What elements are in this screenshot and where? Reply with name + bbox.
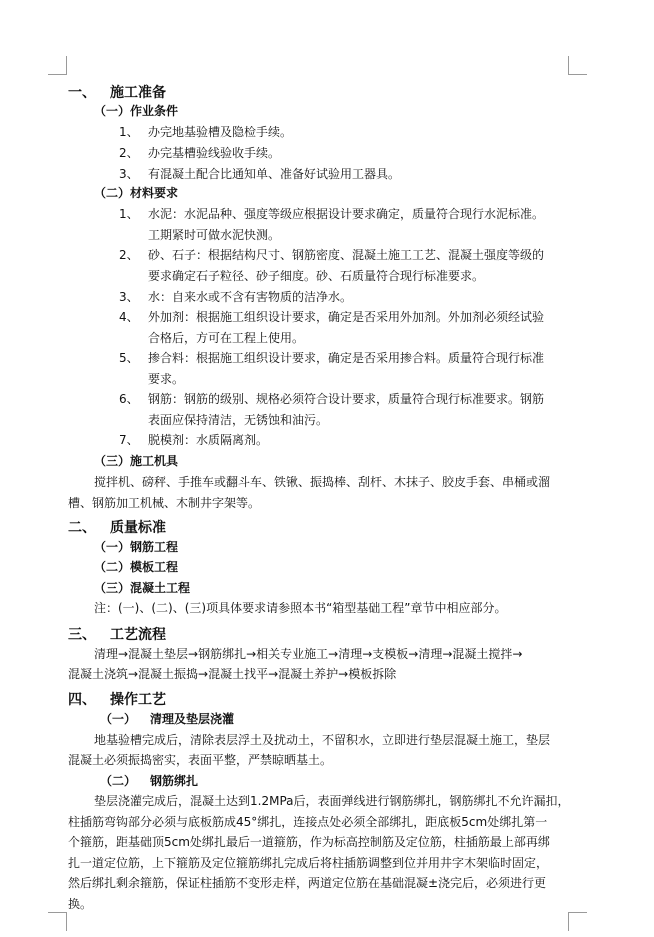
note-text: 注：(一)、(二)、(三)项具体要求请参照本书“箱型基础工程”章节中相应部分。 xyxy=(94,601,507,615)
list-item-number: 7、 xyxy=(119,433,139,447)
crop-mark-bottom-right xyxy=(568,912,587,931)
process-flow-line: 清理→混凝土垫层→钢筋绑扎→相关专业施工→清理→支模板→清理→混凝土搅拌→ xyxy=(94,647,523,661)
paragraph-line: 换。 xyxy=(68,897,93,911)
list-item xyxy=(119,123,293,140)
process-flow-line: 混凝土浇筑→混凝土振捣→混凝土找平→混凝土养护→模板拆除 xyxy=(68,667,397,681)
list-item-text: 办完地基验槽及隐检手续。 xyxy=(148,125,293,139)
list-item-number: 5、 xyxy=(119,351,139,365)
section-heading xyxy=(68,689,166,709)
list-item-continuation: 要求。 xyxy=(148,372,185,386)
section-number: 四、 xyxy=(68,692,96,708)
list-item-text: 外加剂：根据施工组织设计要求，确定是否采用外加剂。外加剂必须经试验 xyxy=(148,310,545,324)
list-item xyxy=(119,288,353,305)
list-item-text: 办完基槽验线验收手续。 xyxy=(148,146,281,160)
subsection-number: （二） xyxy=(100,774,137,788)
subsection-heading: （三）混凝土工程 xyxy=(94,581,191,595)
list-item-continuation: 表面应保持清洁，无锈蚀和油污。 xyxy=(148,413,329,427)
list-item xyxy=(119,431,269,448)
list-item-continuation: 工期紧时可做水泥快测。 xyxy=(148,228,281,242)
section-title: 操作工艺 xyxy=(110,692,166,708)
list-item-number: 1、 xyxy=(119,125,139,139)
list-item-number: 3、 xyxy=(119,290,139,304)
section-title: 工艺流程 xyxy=(110,627,166,643)
paragraph-line: 槽、钢筋加工机械、木制井字架等。 xyxy=(68,496,261,510)
list-item xyxy=(119,144,281,161)
section-number: 一、 xyxy=(68,85,96,101)
section-title: 质量标准 xyxy=(110,520,166,536)
list-item-number: 6、 xyxy=(119,392,139,406)
list-item-continuation: 合格后，方可在工程上使用。 xyxy=(148,331,305,345)
list-item xyxy=(119,308,545,325)
list-item xyxy=(119,390,545,407)
section-heading xyxy=(68,517,166,537)
subsection-heading: （一）钢筋工程 xyxy=(94,540,179,554)
subsection-heading: （二）材料要求 xyxy=(94,186,179,200)
crop-mark-top-right xyxy=(568,56,587,75)
paragraph-line: 然后绑扎剩余箍筋，保证柱插筋不变形走样，两道定位筋在基础混凝±浇完后，必须进行更 xyxy=(68,876,547,890)
subsection-number: （一） xyxy=(100,712,137,726)
list-item-text: 掺合料：根据施工组织设计要求，确定是否采用掺合料。质量符合现行标准 xyxy=(148,351,545,365)
paragraph-line: 地基验槽完成后，清除表层浮土及扰动土，不留积水，立即进行垫层混凝土施工，垫层 xyxy=(94,733,551,747)
list-item-continuation: 要求确定石子粒径、砂子细度。砂、石质量符合现行标准要求。 xyxy=(148,269,485,283)
subsection-heading xyxy=(100,710,234,727)
list-item-number: 2、 xyxy=(119,248,139,262)
list-item-number: 2、 xyxy=(119,146,139,160)
subsection-heading: （二）模板工程 xyxy=(94,560,179,574)
paragraph-line: 垫层浇灌完成后，混凝土达到1.2MPa后，表面弹线进行钢筋绑扎，钢筋绑扎不允许漏扣， xyxy=(94,794,570,808)
subsection-title: 钢筋绑扎 xyxy=(150,774,199,788)
list-item xyxy=(119,349,545,366)
list-item xyxy=(119,246,545,263)
list-item-text: 脱模剂：水质隔离剂。 xyxy=(148,433,269,447)
list-item xyxy=(119,165,401,182)
list-item-number: 4、 xyxy=(119,310,139,324)
list-item-text: 砂、石子：根据结构尺寸、钢筋密度、混凝土施工工艺、混凝土强度等级的 xyxy=(148,248,545,262)
section-title: 施工准备 xyxy=(110,85,166,101)
paragraph-line: 搅拌机、磅秤、手推车或翻斗车、铁锹、振捣棒、刮杆、木抹子、胶皮手套、串桶或溜 xyxy=(94,475,551,489)
crop-mark-bottom-left xyxy=(48,912,67,931)
subsection-heading xyxy=(100,772,198,789)
list-item-number: 1、 xyxy=(119,207,139,221)
crop-mark-top-left xyxy=(48,56,67,75)
section-number: 三、 xyxy=(68,627,96,643)
paragraph-line: 个箍筋，距基础顶5cm处绑扎最后一道箍筋，作为标高控制筋及定位筋，柱插筋最上部再绑 xyxy=(68,835,550,849)
section-heading xyxy=(68,82,166,102)
list-item-text: 水泥：水泥品种、强度等级应根据设计要求确定，质量符合现行水泥标准。 xyxy=(148,207,545,221)
subsection-title: 清理及垫层浇灌 xyxy=(150,712,235,726)
list-item-text: 钢筋：钢筋的级别、规格必须符合设计要求，质量符合现行标准要求。钢筋 xyxy=(148,392,545,406)
list-item xyxy=(119,205,545,222)
section-heading xyxy=(68,624,166,644)
list-item-text: 水：自来水或不含有害物质的洁净水。 xyxy=(148,290,353,304)
list-item-number: 3、 xyxy=(119,167,139,181)
section-number: 二、 xyxy=(68,520,96,536)
subsection-heading: （一）作业条件 xyxy=(94,104,179,118)
paragraph-line: 混凝土必须振捣密实，表面平整，严禁晾晒基土。 xyxy=(68,753,333,767)
paragraph-line: 柱插筋弯钩部分必须与底板筋成45°绑扎，连接点处必须全部绑扎，距底板5cm处绑扎第一 xyxy=(68,815,548,829)
subsection-heading: （三）施工机具 xyxy=(94,454,179,468)
paragraph-line: 扎一道定位筋，上下箍筋及定位箍筋绑扎完成后将柱插筋调整到位并用井字木架临时固定， xyxy=(68,856,549,870)
list-item-text: 有混凝土配合比通知单、准备好试验用工器具。 xyxy=(148,167,401,181)
